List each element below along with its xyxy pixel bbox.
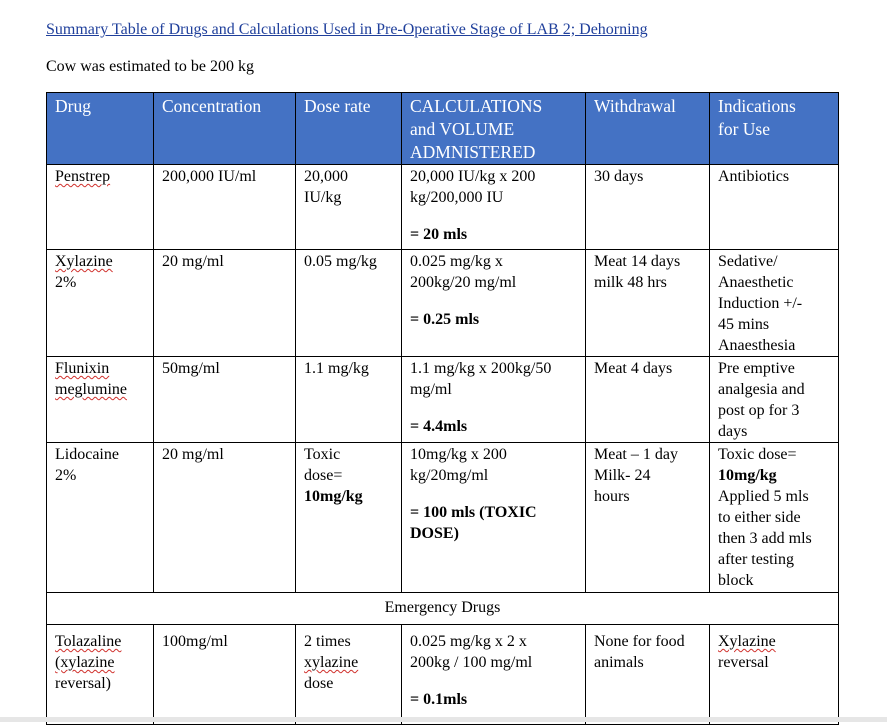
cell-drug: Penstrep xyxy=(47,165,154,250)
cell-concentration: 20 mg/ml xyxy=(154,443,296,593)
table-row-lidocaine xyxy=(47,443,839,593)
section-row-emergency xyxy=(47,593,839,625)
cell-withdrawal: None for food animals xyxy=(586,625,710,725)
cell-withdrawal: Meat 4 days xyxy=(586,357,710,443)
cell-dose-rate: 20,000 IU/kg xyxy=(296,165,402,250)
header-indications: Indications for Use xyxy=(710,93,839,165)
cell-indication: Antibiotics xyxy=(710,165,839,250)
cell-dose-rate: 1.1 mg/kg xyxy=(296,357,402,443)
emergency-drugs-label: Emergency Drugs xyxy=(47,593,839,625)
cell-dose-rate: 0.05 mg/kg xyxy=(296,250,402,357)
table-row-penstrep xyxy=(47,165,839,250)
header-withdrawal: Withdrawal xyxy=(586,93,710,165)
cell-drug: Tolazaline (xylazine reversal) xyxy=(47,625,154,725)
cell-withdrawal: Meat – 1 day Milk- 24 hours xyxy=(586,443,710,593)
cell-indication: Pre emptive analgesia and post op for 3 days xyxy=(710,357,839,443)
drug-summary-table xyxy=(46,92,839,725)
table-header-row xyxy=(47,93,839,165)
cell-calculation: 1.1 mg/kg x 200kg/50 mg/ml = 4.4mls xyxy=(402,357,586,443)
calculation-result: = 20 mls xyxy=(410,226,468,243)
calculation-result: = 0.1mls xyxy=(410,691,468,708)
cell-withdrawal: Meat 14 days milk 48 hrs xyxy=(586,250,710,357)
header-drug: Drug xyxy=(47,93,154,165)
document-title: Summary Table of Drugs and Calculations Used in Pre-Operative Stage of LAB 2; Dehorning xyxy=(46,21,648,38)
cell-indication: Xylazine reversal xyxy=(710,625,839,725)
calculation-result: = 0.25 mls xyxy=(410,311,480,328)
cell-calculation: 0.025 mg/kg x 2 x 200kg / 100 mg/ml = 0.1mls xyxy=(402,625,586,725)
cell-concentration: 100mg/ml xyxy=(154,625,296,725)
calculation-result: = 4.4mls xyxy=(410,418,468,435)
header-concentration: Concentration xyxy=(154,93,296,165)
calculation-result: = 100 mls (TOXIC xyxy=(410,504,537,521)
cell-concentration: 200,000 IU/ml xyxy=(154,165,296,250)
table-row-tolazaline xyxy=(47,625,839,725)
header-calculations: CALCULATIONS and VOLUME ADMNISTERED xyxy=(402,93,586,165)
cell-dose-rate: Toxic dose= 10mg/kg xyxy=(296,443,402,593)
cell-concentration: 20 mg/ml xyxy=(154,250,296,357)
page-bottom-divider xyxy=(0,717,887,722)
cell-drug: Lidocaine 2% xyxy=(47,443,154,593)
cell-calculation: 0.025 mg/kg x 200kg/20 mg/ml = 0.25 mls xyxy=(402,250,586,357)
cell-withdrawal: 30 days xyxy=(586,165,710,250)
table-row-flunixin xyxy=(47,357,839,443)
document-subtitle: Cow was estimated to be 200 kg xyxy=(46,58,254,75)
cell-indication: Sedative/ Anaesthetic Induction +/- 45 mins Anaesthesia xyxy=(710,250,839,357)
cell-indication: Toxic dose= 10mg/kg Applied 5 mls to either side then 3 add mls after testing block xyxy=(710,443,839,593)
cell-drug: Xylazine 2% xyxy=(47,250,154,357)
header-dose-rate: Dose rate xyxy=(296,93,402,165)
cell-calculation: 20,000 IU/kg x 200 kg/200,000 IU = 20 mls xyxy=(402,165,586,250)
table-row-xylazine xyxy=(47,250,839,357)
cell-calculation: 10mg/kg x 200 kg/20mg/ml = 100 mls (TOXIC DOSE) xyxy=(402,443,586,593)
cell-drug: Flunixin meglumine xyxy=(47,357,154,443)
cell-concentration: 50mg/ml xyxy=(154,357,296,443)
cell-dose-rate: 2 times xylazine dose xyxy=(296,625,402,725)
